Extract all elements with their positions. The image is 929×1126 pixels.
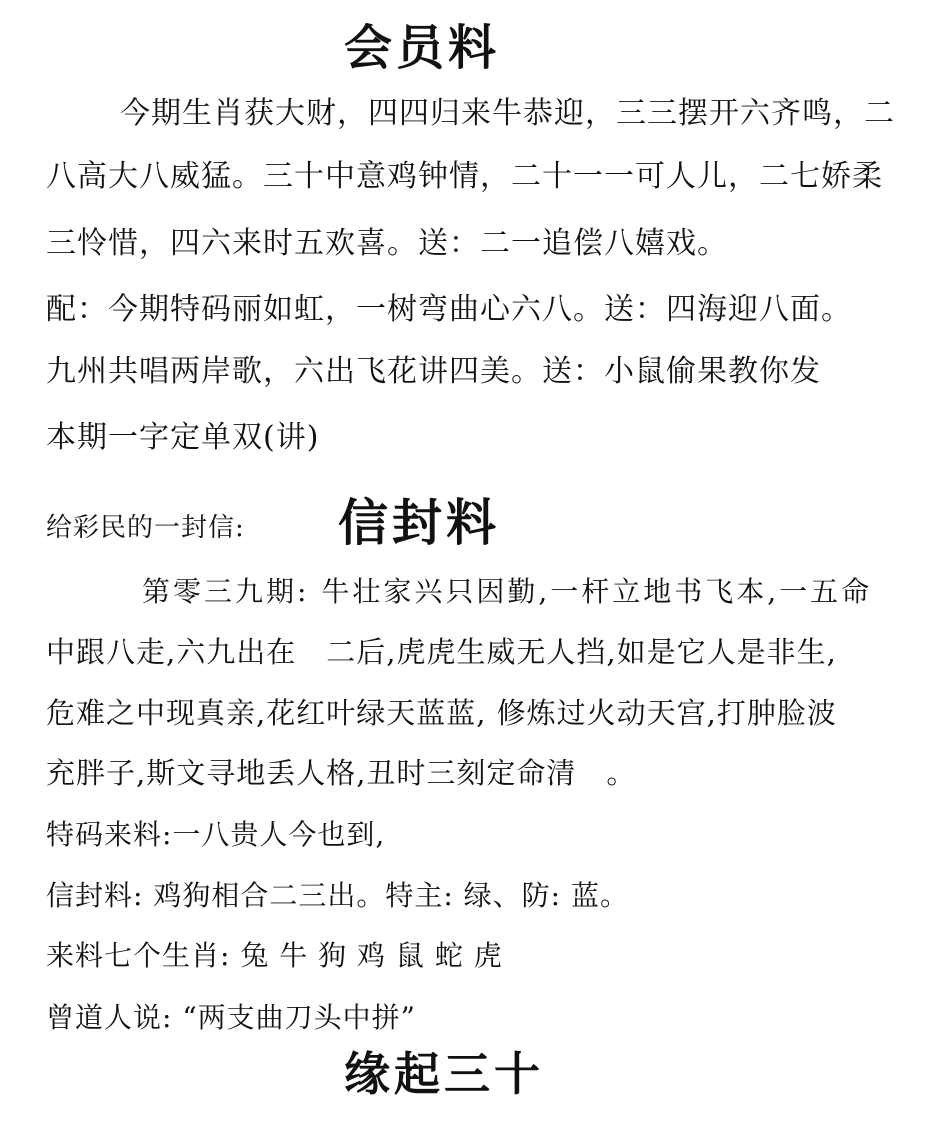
letter-line-3: 危难之中现真亲,花红叶绿天蓝蓝, 修炼过火动天宫,打肿脸波	[46, 696, 837, 730]
laoliao-line: 来料七个生肖: 兔 牛 狗 鸡 鼠 蛇 虎	[46, 939, 503, 972]
letter-label: 给彩民的一封信:	[46, 513, 245, 543]
poem-line-3: 三怜惜，四六来时五欢喜。送：二一追偿八嬉戏。	[46, 226, 728, 261]
section-title-yuanqi: 缘起三十	[344, 1047, 544, 1101]
section-title-huiyuan: 会员料	[344, 20, 501, 76]
zeng-line: 曾道人说: “两支曲刀头中拼”	[46, 1001, 416, 1034]
poem-line-2: 八高大八威猛。三十中意鸡钟情，二十一一可人儿，二七娇柔	[46, 159, 883, 194]
letter-line-4: 充胖子,斯文寻地丢人格,丑时三刻定命清 。	[46, 756, 637, 790]
section-title-xinfeng: 信封料	[338, 493, 500, 552]
letter-line-1: 第零三九期: 牛壮家兴只因勤,一杆立地书飞本,一五命	[142, 575, 873, 608]
pei-line: 配：今期特码丽如虹，一树弯曲心六八。送：四海迎八面。	[46, 292, 852, 327]
tema-line: 特码来料:一八贵人今也到,	[46, 818, 386, 851]
benqi-line: 本期一字定单双(讲)	[46, 420, 320, 455]
letter-line-2: 中跟八走,六九出在 二后,虎虎生威无人挡,如是它人是非生,	[46, 635, 837, 669]
poem-line-1: 今期生肖获大财，四四归来牛恭迎，三三摆开六齐鸣，二	[120, 96, 895, 131]
jiuzhou-line: 九州共唱两岸歌，六出飞花讲四美。送：小鼠偷果教你发	[46, 354, 821, 389]
xinfeng-line: 信封料: 鸡狗相合二三出。特主: 绿、防: 蓝。	[46, 879, 630, 912]
